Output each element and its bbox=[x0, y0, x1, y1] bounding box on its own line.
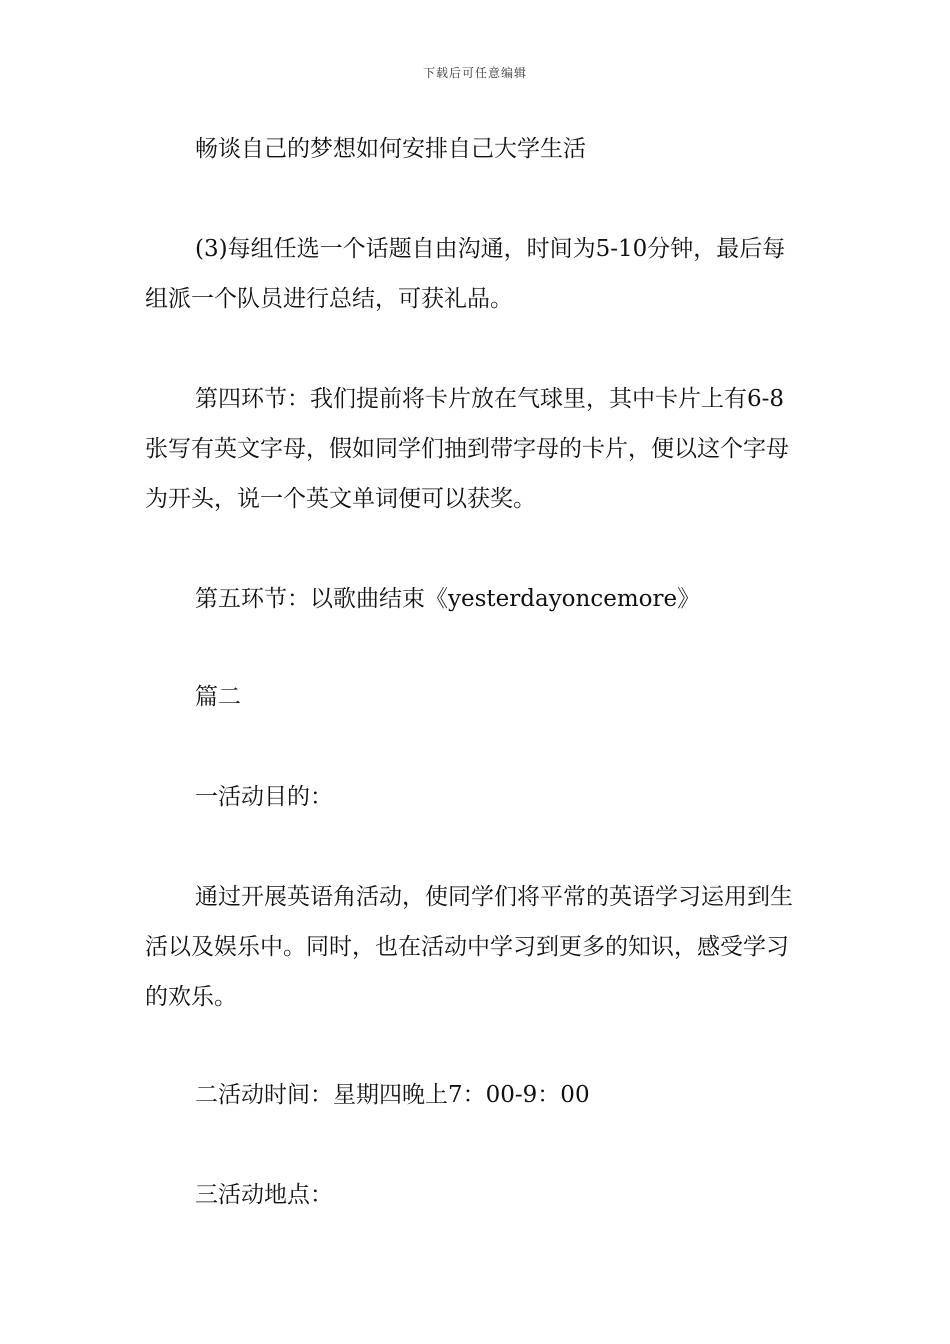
page-header: 下载后可任意编辑 bbox=[422, 66, 527, 80]
heading-activity-location: 三活动地点： bbox=[195, 1182, 333, 1208]
heading-activity-purpose: 一活动目的： bbox=[195, 784, 333, 810]
paragraph-activity-time: 二活动时间：星期四晚上7：00-9：00 bbox=[195, 1082, 590, 1108]
paragraph-dream-topic: 畅谈自己的梦想如何安排自己大学生活 bbox=[195, 136, 586, 162]
section-heading-part-two: 篇二 bbox=[195, 684, 241, 710]
paragraph-activity-purpose: 通过开展英语角活动，使同学们将平常的英语学习运用到生活以及娱乐中。同时，也在活动中学习到更多的知识，感受学习的欢乐。 bbox=[145, 884, 793, 1010]
paragraph-stage-four: 第四环节：我们提前将卡片放在气球里，其中卡片上有6-8张写有英文字母，假如同学们抽到带字母的卡片，便以这个字母为开头，说一个英文单词便可以获奖。 bbox=[145, 386, 789, 512]
paragraph-stage-five: 第五环节：以歌曲结束《yesterdayoncemore》 bbox=[195, 586, 701, 612]
paragraph-group-discussion: (3)每组任选一个话题自由沟通，时间为5-10分钟，最后每组派一个队员进行总结，可获礼品。 bbox=[145, 236, 786, 312]
